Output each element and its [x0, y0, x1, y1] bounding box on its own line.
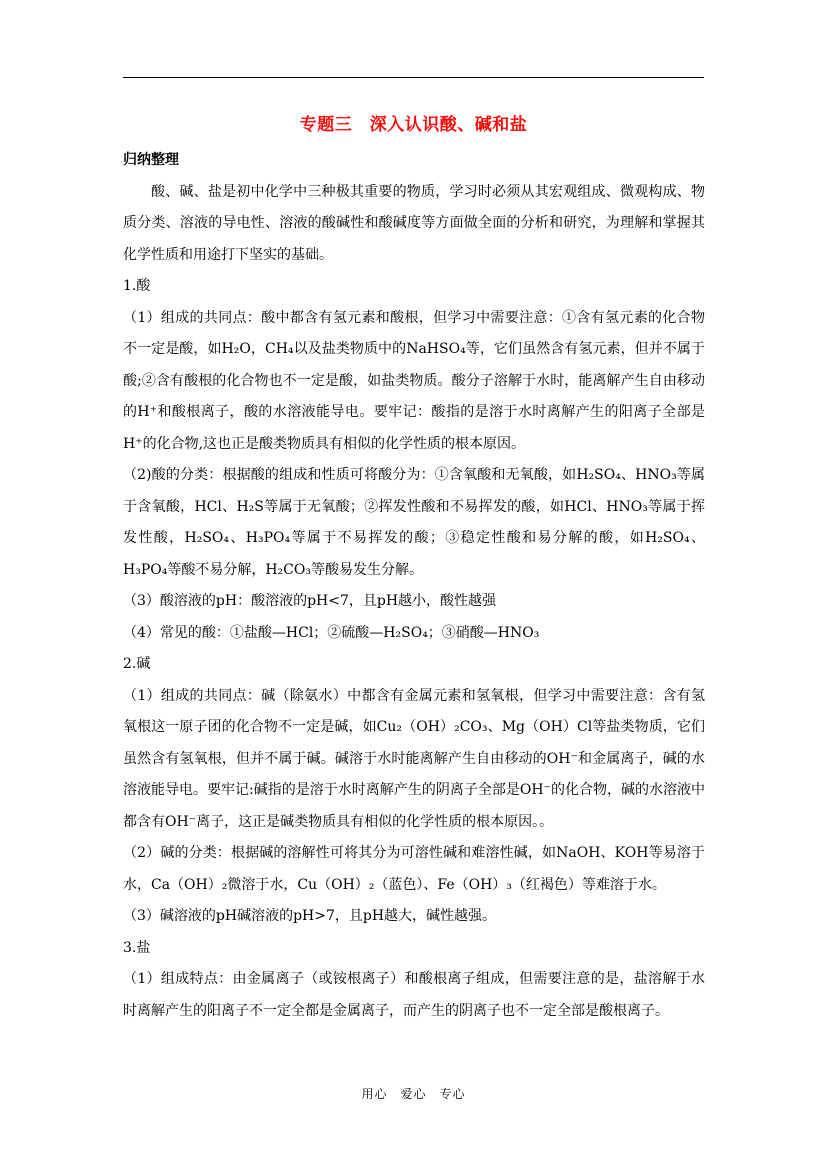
subsection-acid-heading: 1.酸 — [123, 278, 151, 294]
common-acids-paragraph: （4）常见的酸：①盐酸—HCl；②硫酸—H₂SO₄；③硝酸—HNO₃ — [123, 624, 540, 641]
section-heading: 归纳整理 — [123, 152, 179, 168]
base-classification-paragraph: （2）碱的分类：根据碱的溶解性可将其分为可溶性碱和难溶性碱，如NaOH、KOH等易溶于水，Ca（OH）₂微溶于水，Cu（OH）₂（蓝色）、Fe（OH）₃（红褐色）等难溶于水。 — [123, 845, 705, 893]
acid-classification-paragraph: （2)酸的分类：根据酸的组成和性质可将酸分为：①含氧酸和无氧酸，如H₂SO₄、HNO₃等属于含氧酸，HCl、H₂S等属于无氧酸；②挥发性酸和不易挥发的酸，如HCl、HNO₃等属于挥发性酸，H₂SO₄、H₃PO₄等属于不易挥发的酸；③稳定性酸和易分解的酸，如H₂SO₄、H₃PO₄等酸不易分解，H₂CO₃等酸易发生分解。 — [123, 467, 705, 578]
page-title: 专题三 深入认识酸、碱和盐 — [299, 115, 528, 135]
document-body — [123, 145, 705, 1027]
intro-paragraph: 酸、碱、盐是初中化学中三种极其重要的物质，学习时必须从其宏观组成、微观构成、物质分类、溶液的导电性、溶液的酸碱性和酸碱度等方面做全面的分析和研究，为理解和掌握其化学性质和用途打下坚实的基础。 — [123, 183, 705, 263]
salt-composition-paragraph: （1）组成特点：由金属离子（或铵根离子）和酸根离子组成，但需要注意的是，盐溶解于水时离解产生的阳离子不一定全都是金属离子，而产生的阴离子也不一定全部是酸根离子。 — [123, 971, 705, 1019]
page-footer: 用心 爱心 专心 — [361, 1087, 466, 1101]
base-composition-paragraph: （1）组成的共同点：碱（除氨水）中都含有金属元素和氢氧根，但学习中需要注意：含有氢氧根这一原子团的化合物不一定是碱，如Cu₂（OH）₂CO₃、Mg（OH）Cl等盐类物质，它们虽然含有氢氧根，但并不属于碱。碱溶于水时能离解产生自由移动的OH⁻和金属离子，碱的水溶液能导电。要牢记:碱指的是溶于水时离解产生的阴离子全部是OH⁻的化合物，碱的水溶液中都含有OH⁻离子，这正是碱类物质具有相似的化学性质的根本原因。。 — [123, 687, 705, 830]
subsection-salt-heading: 3.盐 — [123, 939, 151, 956]
header-rule — [123, 77, 704, 78]
acid-composition-paragraph: （1）组成的共同点：酸中都含有氢元素和酸根，但学习中需要注意：①含有氢元素的化合物不一定是酸，如H₂O，CH₄以及盐类物质中的NaHSO₄等，它们虽然含有氢元素，但并不属于酸;②含有酸根的化合物也不一定是酸，如盐类物质。酸分子溶解于水时，能离解产生自由移动的H⁺和酸根离子，酸的水溶液能导电。要牢记：酸指的是溶于水时离解产生的阳离子全部是H⁺的化合物,这也正是酸类物质具有相似的化学性质的根本原因。 — [123, 309, 705, 452]
subsection-base-heading: 2.碱 — [123, 656, 151, 672]
acid-ph-paragraph: （3）酸溶液的pH：酸溶液的pH<7，且pH越小，酸性越强 — [123, 593, 497, 609]
base-ph-paragraph: （3）碱溶液的pH碱溶液的pH>7，且pH越大，碱性越强。 — [123, 908, 497, 924]
